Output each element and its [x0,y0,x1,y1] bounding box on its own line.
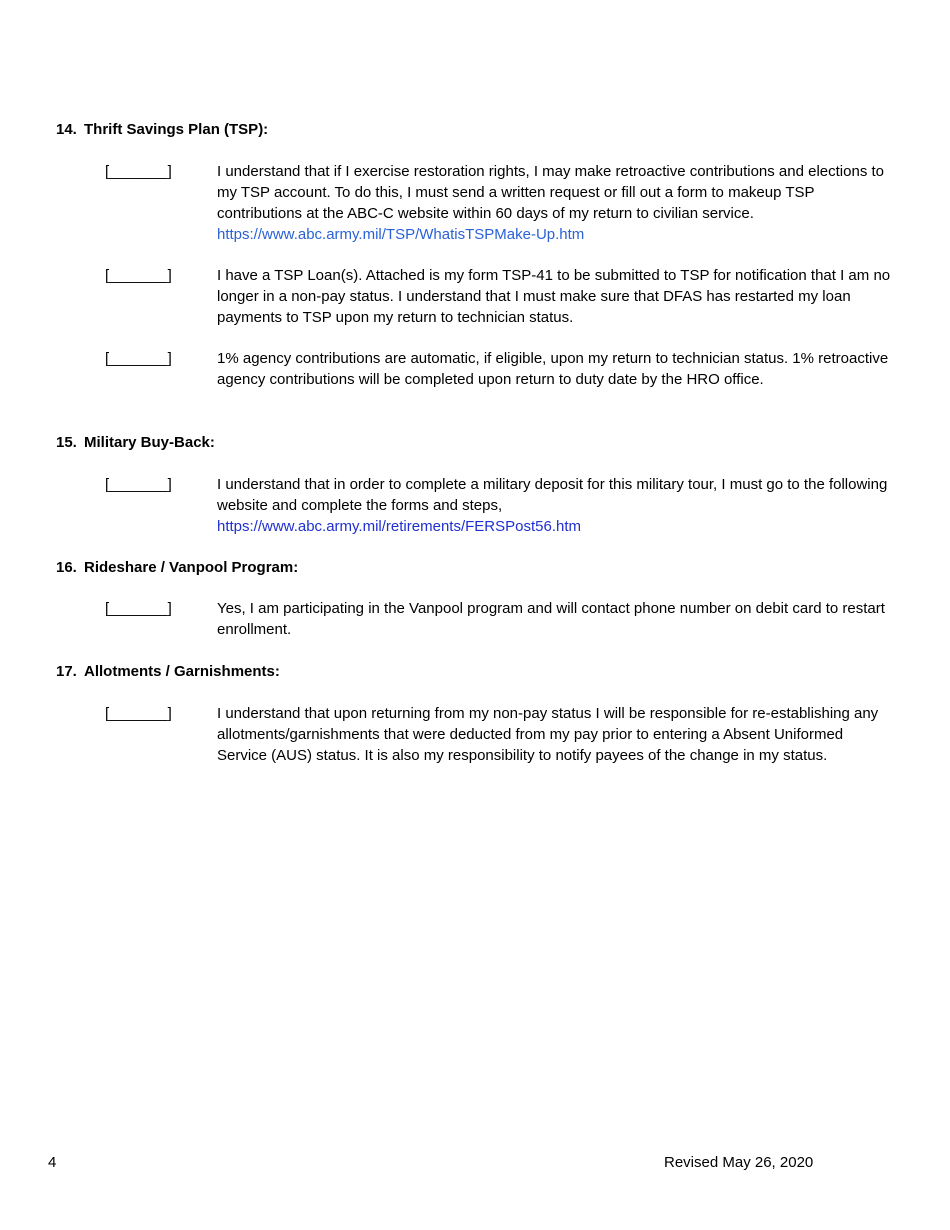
item-text [217,161,893,245]
item-body: I understand that upon returning from my non-pay status I will be responsible for re-establishing any allotments/garnishments that were deducted from my pay prior to entering a Absent Uniformed Service (AUS) status. It is also my responsibility to notify payees of the change in my status. [217,705,879,764]
item-body: 1% agency contributions are automatic, if eligible, upon my return to technician status. 1% retroactive agency contributions will be completed upon return to duty date by the HRO office. [217,350,889,388]
item-body: I understand that if I exercise restoration rights, I may make retroactive contributions and elections to my TSP account. To do this, I must send a written request or fill out a form to makeup TSP contributions at the ABC-C website within 60 days of my return to civilian service. [217,163,884,222]
acknowledge-checkbox-blank[interactable]: [_______] [105,350,172,367]
item-body: I understand that in order to complete a military deposit for this military tour, I must go to the following website and complete the forms and steps, [217,476,888,514]
revision-date: Revised May 26, 2020 [664,1154,814,1171]
acknowledge-checkbox-blank[interactable]: [_______] [105,163,172,180]
acknowledge-checkbox-blank[interactable]: [_______] [105,600,172,617]
section-16-heading [56,557,298,578]
fers-post56-link[interactable]: https://www.abc.army.mil/retirements/FERSPost56.htm [217,518,581,535]
section-title: Allotments / Garnishments: [84,663,280,680]
acknowledge-checkbox-blank[interactable]: [_______] [105,476,172,493]
section-17-heading [56,661,280,682]
acknowledge-checkbox-blank[interactable]: [_______] [105,267,172,284]
section-number: 14. [56,121,77,138]
item-body: Yes, I am participating in the Vanpool program and will contact phone number on debit card to restart enrollment. [217,600,885,638]
section-15-heading [56,432,215,453]
section-title: Rideshare / Vanpool Program: [84,559,299,576]
section-number: 16. [56,559,77,576]
item-body: I have a TSP Loan(s). Attached is my form TSP-41 to be submitted to TSP for notification that I am no longer in a non-pay status. I understand that I must make sure that DFAS has restarted my loan payments to TSP upon my return to technician status. [217,267,891,326]
item-text [217,348,893,390]
section-title: Military Buy-Back: [84,434,215,451]
acknowledge-checkbox-blank[interactable]: [_______] [105,705,172,722]
section-title: Thrift Savings Plan (TSP): [84,121,269,138]
tsp-makeup-link[interactable]: https://www.abc.army.mil/TSP/WhatisTSPMake-Up.htm [217,226,585,243]
item-text [217,474,893,537]
item-text [217,598,893,640]
page-number: 4 [48,1154,57,1171]
section-number: 15. [56,434,77,451]
item-text [217,265,893,328]
section-14-heading [56,119,268,140]
item-text [217,703,893,766]
section-number: 17. [56,663,77,680]
